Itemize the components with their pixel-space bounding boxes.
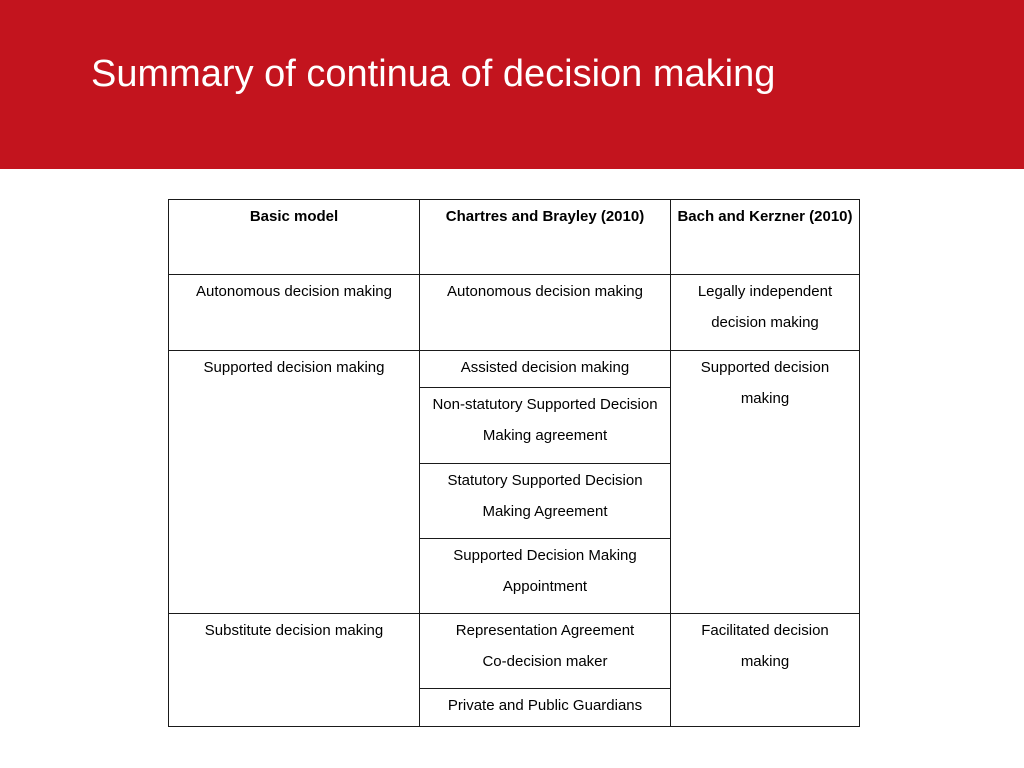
header-chartres-brayley: Chartres and Brayley (2010)	[420, 200, 671, 275]
cell-bach-supported: Supported decision making	[671, 351, 860, 614]
cell-chartres-guardians: Private and Public Guardians	[420, 689, 671, 727]
cell-bach-autonomous: Legally independent decision making	[671, 275, 860, 351]
table-row-supported-1	[169, 351, 860, 388]
table-header-row	[169, 200, 860, 275]
cell-line-representation: Representation Agreement	[455, 622, 635, 639]
table-row-substitute-1	[169, 614, 860, 689]
cell-bach-facilitated: Facilitated decision making	[671, 614, 860, 727]
table-row-autonomous	[169, 275, 860, 351]
cell-basic-supported: Supported decision making	[169, 351, 420, 614]
cell-line-co-decision: Co-decision maker	[482, 653, 608, 670]
cell-chartres-assisted: Assisted decision making	[420, 351, 671, 388]
header-basic-model: Basic model	[169, 200, 420, 275]
header-bach-kerzner: Bach and Kerzner (2010)	[671, 200, 860, 275]
slide-title: Summary of continua of decision making	[91, 53, 776, 95]
cell-basic-autonomous: Autonomous decision making	[169, 275, 420, 351]
cell-chartres-statutory: Statutory Supported Decision Making Agreement	[420, 464, 671, 539]
cell-chartres-representation	[420, 614, 671, 689]
cell-basic-substitute: Substitute decision making	[169, 614, 420, 727]
summary-table	[168, 199, 860, 727]
cell-chartres-non-statutory: Non-statutory Supported Decision Making agreement	[420, 388, 671, 464]
cell-chartres-appointment: Supported Decision Making Appointment	[420, 539, 671, 614]
cell-chartres-autonomous: Autonomous decision making	[420, 275, 671, 351]
